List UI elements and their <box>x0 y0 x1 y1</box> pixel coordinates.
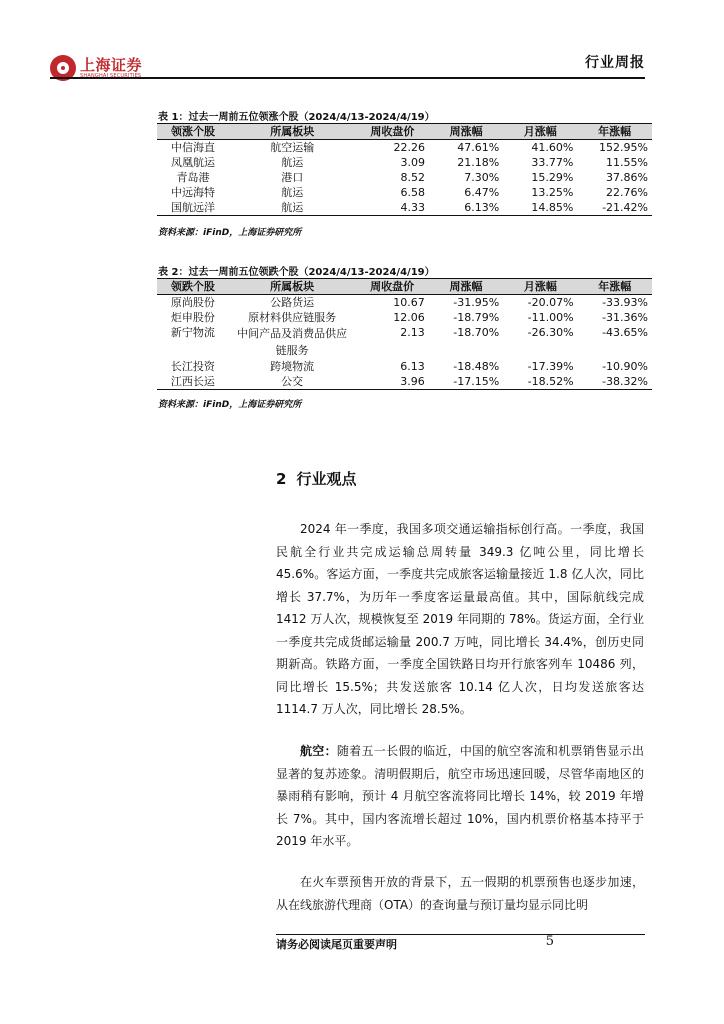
monthly-change: 33.77% <box>531 156 574 169</box>
weekly-change: 47.61% <box>457 141 500 154</box>
page-number: 5 <box>545 934 554 949</box>
header-divider <box>50 77 645 79</box>
paragraph-lead: 航空： <box>300 744 337 758</box>
stock-name: 中远海特 <box>170 186 215 199</box>
weekly-change: 6.13% <box>464 201 500 214</box>
sector: 航运 <box>281 156 304 169</box>
monthly-change: 14.85% <box>531 201 574 214</box>
yearly-change: -38.32% <box>602 375 648 388</box>
yearly-change: -21.42% <box>602 201 648 214</box>
weekly-change: 21.18% <box>457 156 500 169</box>
close-price: 4.33 <box>400 201 426 214</box>
yearly-change: 37.86% <box>606 171 648 184</box>
sector: 中间产品及消费品供应链服务 <box>237 327 348 357</box>
yearly-change: 11.55% <box>606 156 648 169</box>
sector: 航运 <box>281 201 304 214</box>
section-title: 行业观点 <box>296 470 357 488</box>
col-header: 所属板块 <box>229 279 356 295</box>
monthly-change: -18.52% <box>527 375 574 388</box>
stock-name: 国航远洋 <box>170 201 215 214</box>
stock-name: 青岛港 <box>176 171 210 184</box>
table-row <box>157 359 652 374</box>
weekly-change: 7.30% <box>464 171 500 184</box>
monthly-change: -17.39% <box>527 360 574 373</box>
paragraph-overview: 2024 年一季度，我国多项交通运输指标创行高。一季度，我国民航全行业共完成运输总周转量 349.3 亿吨公里，同比增长 45.6%。客运方面，一季度共完成旅客运输量接近 1.8 亿人次，同比增长 37.7%，为历年一季度客运量最高值。其中，国际航线完成 1412 万人次，规模恢复至 2019 年同期的 78%。货运方面，全行业一季度共完成货邮运输量 200.7 万吨，同比增长 34.4%，创历史同期新高。铁路方面，一季度全国铁路日均开行旅客列车 10486 列，同比增长 15.5%；共发送旅客 10.14 亿人次，日均发送旅客达 1114.7 万人次，同比增长 28.5%。 <box>276 522 644 716</box>
sector: 原材料供应链服务 <box>248 311 337 324</box>
col-header: 周涨幅 <box>429 124 503 140</box>
close-price: 12.06 <box>393 311 425 324</box>
stock-name: 长江投资 <box>170 360 215 373</box>
col-header: 月涨幅 <box>503 124 577 140</box>
table-row <box>157 170 652 185</box>
sector: 港口 <box>281 171 304 184</box>
close-price: 6.58 <box>400 186 426 199</box>
col-header: 月涨幅 <box>503 279 577 295</box>
weekly-change: -18.48% <box>453 360 500 373</box>
yearly-change: 22.76% <box>606 186 648 199</box>
table2-title: 表 2：过去一周前五位领跌个股（2024/4/13-2024/4/19） <box>158 267 435 278</box>
table-row <box>157 140 652 156</box>
table-header-row <box>157 279 652 295</box>
col-header: 周涨幅 <box>429 279 503 295</box>
monthly-change: -11.00% <box>527 311 574 324</box>
stock-name: 新宁物流 <box>170 326 215 339</box>
stock-name: 凤凰航运 <box>170 156 215 169</box>
section-number: 2 <box>276 470 287 488</box>
monthly-change: -26.30% <box>527 326 574 339</box>
disclaimer-note: 请务必阅读尾页重要声明 <box>276 938 397 951</box>
paragraph-aviation <box>276 740 644 853</box>
yearly-change: -43.65% <box>602 326 648 339</box>
col-header: 领跌个股 <box>157 279 229 295</box>
yearly-change: -33.93% <box>602 296 648 309</box>
col-header: 周收盘价 <box>356 124 429 140</box>
yearly-change: -31.36% <box>602 311 648 324</box>
table1-source: 资料来源：iFinD，上海证券研究所 <box>158 228 302 238</box>
table2-source: 资料来源：iFinD，上海证券研究所 <box>158 400 302 410</box>
monthly-change: 41.60% <box>531 141 574 154</box>
col-header: 年涨幅 <box>577 124 652 140</box>
col-header: 年涨幅 <box>578 279 652 295</box>
table-row <box>157 200 652 216</box>
sector: 航空运输 <box>270 141 315 154</box>
close-price: 6.13 <box>400 360 425 373</box>
close-price: 22.26 <box>393 141 426 154</box>
weekly-change: -18.79% <box>453 311 500 324</box>
table-row <box>157 185 652 200</box>
table2-top-losers <box>157 278 652 390</box>
stock-name: 中信海直 <box>170 141 215 154</box>
yearly-change: -10.90% <box>602 360 648 373</box>
paragraph-presale: 在火车票预售开放的背景下，五一假期的机票预售也逐步加速，从在线旅游代理商（OTA）的查询量与预订量均显示同比明 <box>276 875 644 912</box>
close-price: 3.09 <box>400 156 426 169</box>
col-header: 领涨个股 <box>157 124 229 140</box>
paragraph-body: 随着五一长假的临近，中国的航空客流和机票销售显示出显著的复苏迹象。清明假期后，航空市场迅速回暖，尽管华南地区的暴雨稍有影响，预计 4 月航空客流将同比增长 14%，较 2019 年增长 7%。其中，国内客流增长超过 10%，国内机票价格基本持平于 2019 年水平。 <box>276 744 644 848</box>
close-price: 3.96 <box>400 375 425 388</box>
table1-top-gainers <box>157 123 652 216</box>
section-heading <box>276 468 356 489</box>
weekly-change: -18.70% <box>453 326 500 339</box>
stock-name: 江西长运 <box>170 375 215 388</box>
yearly-change: 152.95% <box>599 141 648 154</box>
stock-name: 炬申股份 <box>170 311 215 324</box>
table-row <box>157 374 652 390</box>
weekly-change: -31.95% <box>453 296 500 309</box>
sector: 公路货运 <box>270 296 315 309</box>
logo-name-cn: 上海证券 <box>80 55 143 74</box>
sector: 公交 <box>281 375 304 388</box>
report-type: 行业周报 <box>585 55 645 71</box>
weekly-change: -17.15% <box>453 375 500 388</box>
table-row <box>157 155 652 170</box>
monthly-change: 13.25% <box>531 186 574 199</box>
stock-name: 原尚股份 <box>170 296 215 309</box>
weekly-change: 6.47% <box>464 186 500 199</box>
table-row <box>157 295 652 311</box>
table-header-row <box>157 124 652 140</box>
logo-name-en: SHANGHAI SECURITIES <box>80 72 142 79</box>
monthly-change: 15.29% <box>531 171 574 184</box>
table1-title: 表 1：过去一周前五位领涨个股（2024/4/13-2024/4/19） <box>158 112 435 123</box>
monthly-change: -20.07% <box>527 296 574 309</box>
sector: 跨境物流 <box>270 360 315 373</box>
table-row <box>157 310 652 325</box>
sector: 航运 <box>281 186 304 199</box>
table-row <box>157 325 652 359</box>
col-header: 所属板块 <box>229 124 356 140</box>
footer-divider <box>276 934 645 935</box>
close-price: 2.13 <box>400 326 425 339</box>
col-header: 周收盘价 <box>355 279 428 295</box>
close-price: 8.52 <box>400 171 426 184</box>
close-price: 10.67 <box>393 296 425 309</box>
